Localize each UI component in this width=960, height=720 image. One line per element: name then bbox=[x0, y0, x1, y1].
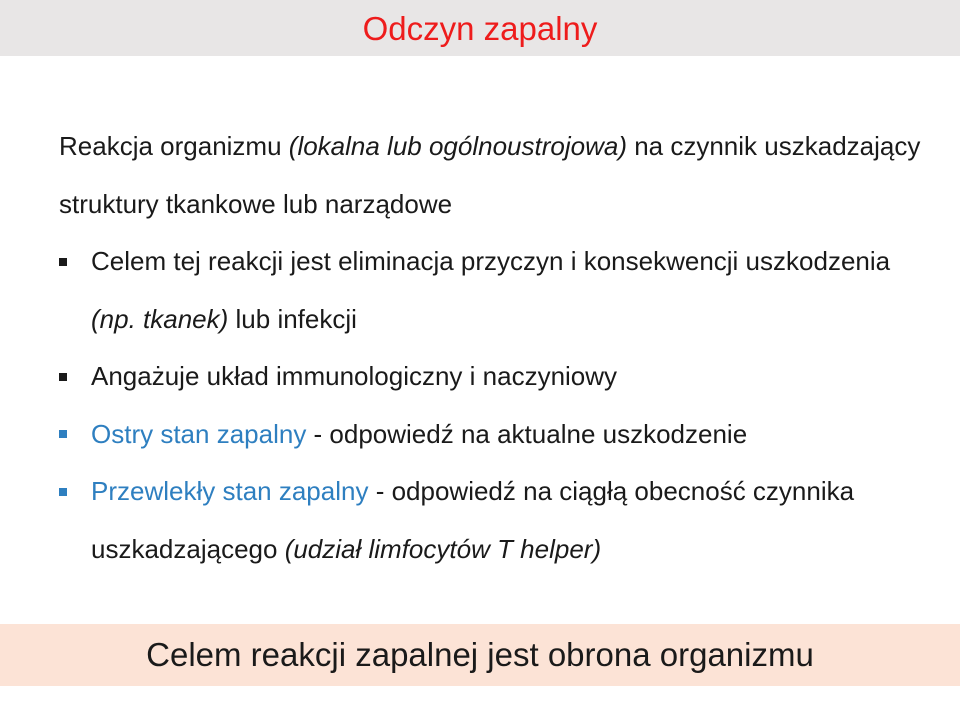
title-bar bbox=[0, 0, 960, 56]
square-bullet-icon bbox=[59, 463, 69, 521]
slide-content bbox=[59, 118, 939, 578]
bullet-text-end: lub infekcji bbox=[228, 303, 357, 334]
intro-paragraph bbox=[59, 118, 939, 233]
bullet-highlight: Ostry stan zapalny bbox=[91, 418, 307, 449]
bullet-text: - odpowiedź na ciągłą obecność czynnika uszkadzającego bbox=[91, 476, 855, 564]
intro-italic: (lokalna lub ogólnoustrojowa) bbox=[288, 131, 627, 161]
bullet-text: - odpowiedź na aktualne uszkodzenie bbox=[306, 418, 748, 449]
bullet-italic: (udział limfocytów T helper) bbox=[284, 533, 602, 564]
bullet-italic: (np. tkanek) bbox=[91, 303, 229, 334]
bullet-item bbox=[59, 233, 939, 348]
square-bullet-icon bbox=[59, 406, 69, 464]
footer-statement: Celem reakcji zapalnej jest obrona organizmu bbox=[146, 636, 814, 673]
slide-title: Odczyn zapalny bbox=[362, 10, 598, 47]
bullet-highlight: Przewlekły stan zapalny bbox=[91, 476, 369, 506]
square-bullet-icon bbox=[59, 348, 69, 406]
footer-bar bbox=[0, 624, 960, 686]
bullet-text: Angażuje układ immunologiczny i naczyniowy bbox=[91, 361, 618, 391]
intro-text-end: na czynnik uszkadzający struktury tkankowe lub narządowe bbox=[59, 131, 921, 219]
bullet-item bbox=[59, 463, 939, 578]
square-bullet-icon bbox=[59, 233, 69, 291]
intro-text: Reakcja organizmu bbox=[59, 131, 289, 161]
bullet-text: Celem tej reakcji jest eliminacja przyczyn i konsekwencji uszkodzenia bbox=[91, 246, 891, 276]
bullet-item bbox=[59, 406, 939, 464]
bullet-item bbox=[59, 348, 939, 406]
